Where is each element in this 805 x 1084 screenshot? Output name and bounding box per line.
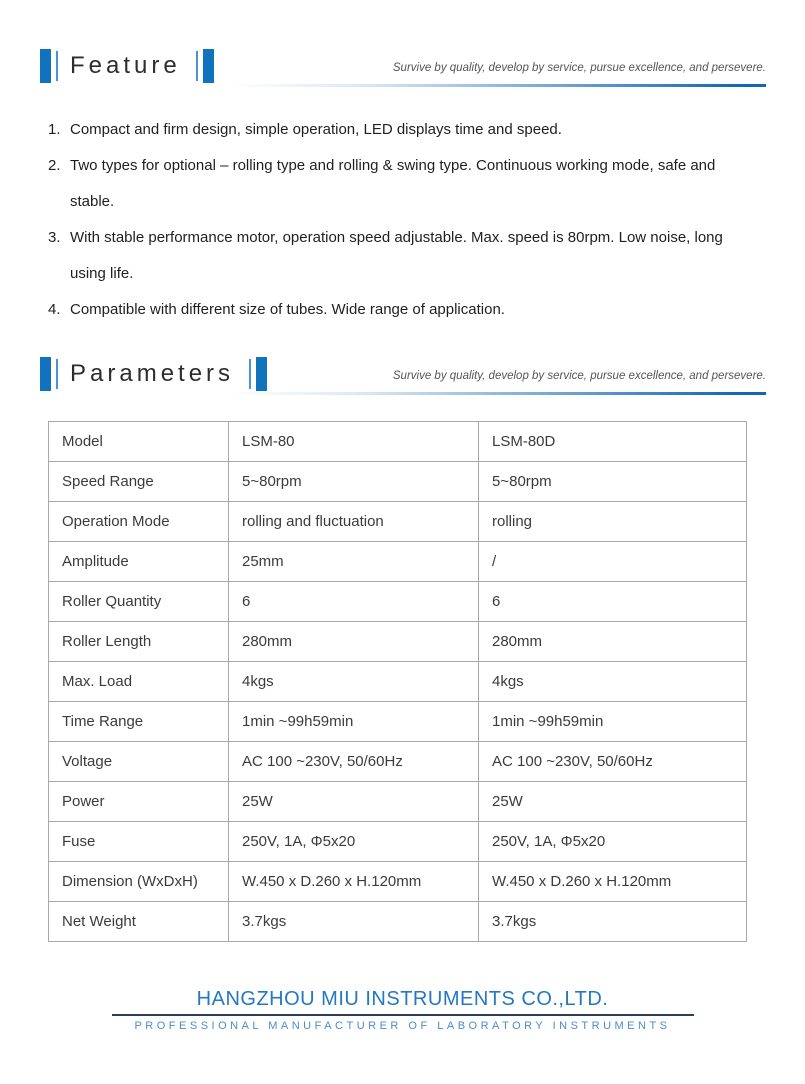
param-value-lsm80d: 3.7kgs	[479, 902, 747, 942]
param-value-lsm80: 280mm	[229, 622, 479, 662]
param-label: Net Weight	[49, 902, 229, 942]
parameters-tagline: Survive by quality, develop by service, pursue excellence, and persevere.	[392, 370, 766, 382]
accent-bar-thick	[40, 357, 51, 391]
feature-tagline: Survive by quality, develop by service, pursue excellence, and persevere.	[392, 62, 766, 74]
table-row	[49, 462, 747, 502]
feature-item	[48, 220, 734, 292]
param-value-lsm80d: LSM-80D	[479, 422, 747, 462]
parameters-table	[48, 421, 747, 942]
table-row	[49, 782, 747, 822]
table-row	[49, 862, 747, 902]
param-label: Fuse	[49, 822, 229, 862]
accent-bar-group	[191, 48, 214, 84]
param-value-lsm80: 4kgs	[229, 662, 479, 702]
param-label: Roller Quantity	[49, 582, 229, 622]
gradient-divider	[226, 392, 766, 395]
feature-title: Feature	[70, 52, 181, 79]
param-value-lsm80: 1min ~99h59min	[229, 702, 479, 742]
param-value-lsm80d: 1min ~99h59min	[479, 702, 747, 742]
param-value-lsm80: W.450 x D.260 x H.120mm	[229, 862, 479, 902]
param-label: Max. Load	[49, 662, 229, 702]
param-value-lsm80d: 5~80rpm	[479, 462, 747, 502]
param-label: Model	[49, 422, 229, 462]
param-value-lsm80: 5~80rpm	[229, 462, 479, 502]
param-label: Amplitude	[49, 542, 229, 582]
feature-item	[48, 112, 734, 148]
param-value-lsm80: LSM-80	[229, 422, 479, 462]
param-label: Operation Mode	[49, 502, 229, 542]
parameters-title: Parameters	[70, 360, 235, 387]
table-row	[49, 422, 747, 462]
feature-item-text: Compatible with different size of tubes. Wide range of application.	[70, 301, 505, 318]
table-row	[49, 582, 747, 622]
param-value-lsm80d: 25W	[479, 782, 747, 822]
accent-bar-thick	[203, 49, 214, 83]
accent-bar-thin	[196, 51, 198, 81]
param-value-lsm80: 25mm	[229, 542, 479, 582]
param-label: Voltage	[49, 742, 229, 782]
param-value-lsm80d: W.450 x D.260 x H.120mm	[479, 862, 747, 902]
feature-item-text: Compact and firm design, simple operation, LED displays time and speed.	[70, 121, 562, 138]
param-label: Speed Range	[49, 462, 229, 502]
feature-item-number: 4.	[48, 301, 61, 318]
param-label: Power	[49, 782, 229, 822]
param-value-lsm80d: rolling	[479, 502, 747, 542]
param-value-lsm80d: 250V, 1A, Φ5x20	[479, 822, 747, 862]
footer-company-name: HANGZHOU MIU INSTRUMENTS CO.,LTD.	[196, 988, 609, 1010]
feature-item-text: With stable performance motor, operation speed adjustable. Max. speed is 80rpm. Low noise, long using life.	[70, 229, 723, 282]
param-value-lsm80d: 6	[479, 582, 747, 622]
accent-bar-thick	[40, 49, 51, 83]
accent-bar-thick	[256, 357, 267, 391]
table-row	[49, 702, 747, 742]
table-row	[49, 622, 747, 662]
gradient-divider	[226, 84, 766, 87]
param-value-lsm80: AC 100 ~230V, 50/60Hz	[229, 742, 479, 782]
table-row	[49, 662, 747, 702]
param-value-lsm80d: 280mm	[479, 622, 747, 662]
param-value-lsm80d: 4kgs	[479, 662, 747, 702]
accent-bar-thin	[56, 359, 58, 389]
feature-section-header	[40, 48, 766, 87]
table-row	[49, 502, 747, 542]
accent-bar-thin	[56, 51, 58, 81]
feature-title-group	[40, 48, 214, 84]
footer-divider	[112, 1014, 694, 1016]
param-label: Roller Length	[49, 622, 229, 662]
param-label: Dimension (WxDxH)	[49, 862, 229, 902]
feature-item	[48, 292, 734, 328]
table-row	[49, 822, 747, 862]
param-value-lsm80: 25W	[229, 782, 479, 822]
table-row	[49, 902, 747, 942]
table-row	[49, 742, 747, 782]
param-value-lsm80: rolling and fluctuation	[229, 502, 479, 542]
accent-bar-group	[244, 356, 267, 392]
feature-item-number: 1.	[48, 121, 61, 138]
param-value-lsm80d: AC 100 ~230V, 50/60Hz	[479, 742, 747, 782]
param-value-lsm80: 6	[229, 582, 479, 622]
feature-item-number: 2.	[48, 157, 61, 174]
param-value-lsm80: 250V, 1A, Φ5x20	[229, 822, 479, 862]
footer-subtitle: PROFESSIONAL MANUFACTURER OF LABORATORY INSTRUMENTS	[134, 1020, 671, 1032]
accent-bar-thin	[249, 359, 251, 389]
table-row	[49, 542, 747, 582]
param-label: Time Range	[49, 702, 229, 742]
feature-item-number: 3.	[48, 229, 61, 246]
parameters-title-group	[40, 356, 267, 392]
parameters-section-header	[40, 356, 766, 395]
feature-item-text: Two types for optional – rolling type and rolling & swing type. Continuous working mode, safe and stable.	[70, 157, 716, 210]
param-value-lsm80d: /	[479, 542, 747, 582]
feature-item	[48, 148, 734, 220]
param-value-lsm80: 3.7kgs	[229, 902, 479, 942]
feature-list	[48, 112, 734, 328]
